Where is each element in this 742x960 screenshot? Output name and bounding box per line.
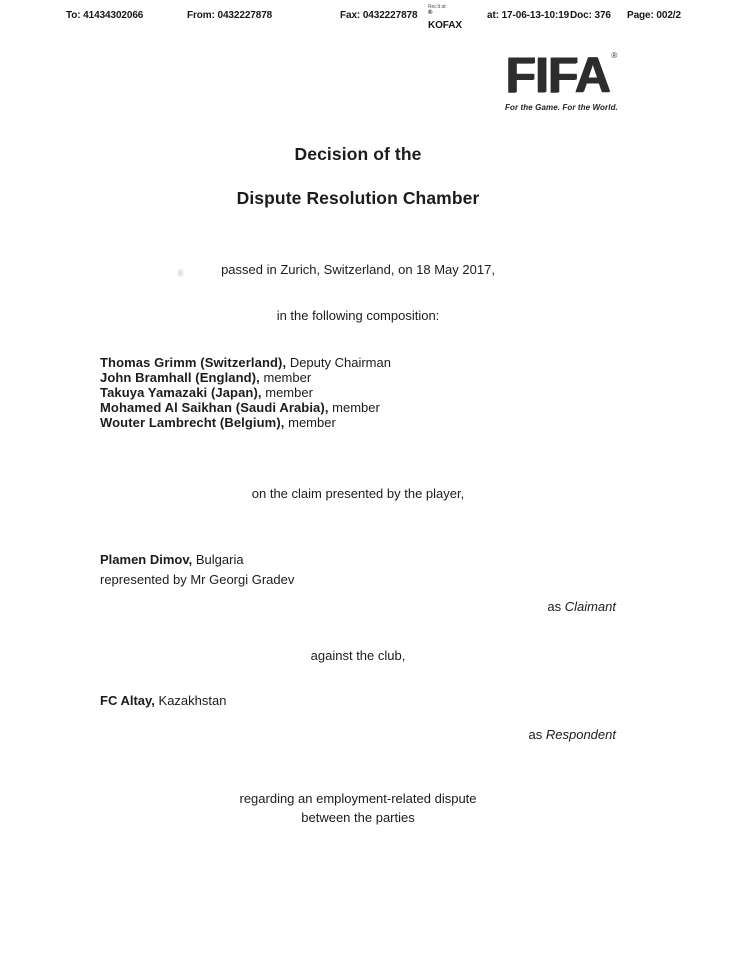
fax-page-number: Page: 002/2 — [627, 10, 681, 21]
claimant-representation: represented by Mr Georgi Gradev — [100, 571, 295, 587]
fax-timestamp: at: 17-06-13-10:19 — [487, 10, 570, 21]
scan-artifact — [176, 267, 185, 279]
as-claimant-line — [100, 599, 616, 614]
kofax-brand — [428, 10, 462, 31]
claimant-role: Claimant — [564, 599, 616, 614]
fax-to: To: 41434302066 — [66, 10, 144, 21]
member-name: John Bramhall (England), — [100, 370, 260, 385]
respondent-name-line — [100, 693, 616, 708]
member-name: Thomas Grimm (Switzerland), — [100, 355, 287, 370]
member-role: member — [265, 385, 313, 400]
claimant-name-line — [100, 550, 616, 570]
member-role: Deputy Chairman — [289, 355, 391, 370]
decision-title-line1: Decision of the — [294, 144, 422, 164]
member-name: Mohamed Al Saikhan (Saudi Arabia), — [100, 400, 329, 415]
claimant-block — [100, 550, 616, 589]
as-prefix: as — [547, 599, 562, 614]
respondent-name: FC Altay, — [100, 693, 155, 708]
passed-location-date: passed in Zurich, Switzerland, on 18 May 2017, — [221, 262, 495, 277]
against-line: against the club, — [310, 648, 406, 663]
member-role: member — [288, 415, 336, 430]
member-name: Wouter Lambrecht (Belgium), — [100, 415, 285, 430]
member-name: Takuya Yamazaki (Japan), — [100, 385, 262, 400]
fax-doc-number: Doc: 376 — [570, 10, 611, 21]
claim-intro: on the claim presented by the player, — [251, 486, 465, 501]
as-respondent-line — [100, 727, 616, 742]
fifa-logo-text: FIFA — [505, 47, 610, 103]
composition-member — [100, 370, 616, 385]
composition-intro: in the following composition: — [276, 308, 440, 323]
fax-number: Fax: 0432227878 — [340, 10, 418, 21]
composition-list — [100, 355, 616, 430]
composition-member — [100, 385, 616, 400]
fax-received-label: Rec'd at: — [428, 4, 447, 10]
decision-title-line2: Dispute Resolution Chamber — [236, 188, 480, 208]
member-role: member — [263, 370, 312, 385]
fifa-logo-wordmark — [505, 47, 618, 103]
respondent-role: Respondent — [545, 727, 616, 742]
claimant-country: Bulgaria — [195, 552, 244, 567]
regarding-line2: between the parties — [301, 810, 415, 825]
composition-member — [100, 355, 616, 370]
claimant-name: Plamen Dimov, — [100, 552, 193, 567]
composition-member — [100, 415, 616, 430]
kofax-label: KOFAX — [428, 20, 462, 31]
fifa-logo — [505, 47, 618, 112]
registered-mark-icon: ® — [428, 10, 433, 16]
registered-trademark-icon: ® — [611, 51, 618, 60]
fifa-tagline: For the Game. For the World. — [505, 103, 618, 112]
composition-member — [100, 400, 616, 415]
respondent-block — [100, 693, 616, 708]
as-prefix: as — [528, 727, 543, 742]
respondent-country: Kazakhstan — [158, 693, 227, 708]
regarding-line1: regarding an employment-related dispute — [239, 791, 477, 806]
member-role: member — [332, 400, 380, 415]
fax-from: From: 0432227878 — [187, 10, 273, 21]
